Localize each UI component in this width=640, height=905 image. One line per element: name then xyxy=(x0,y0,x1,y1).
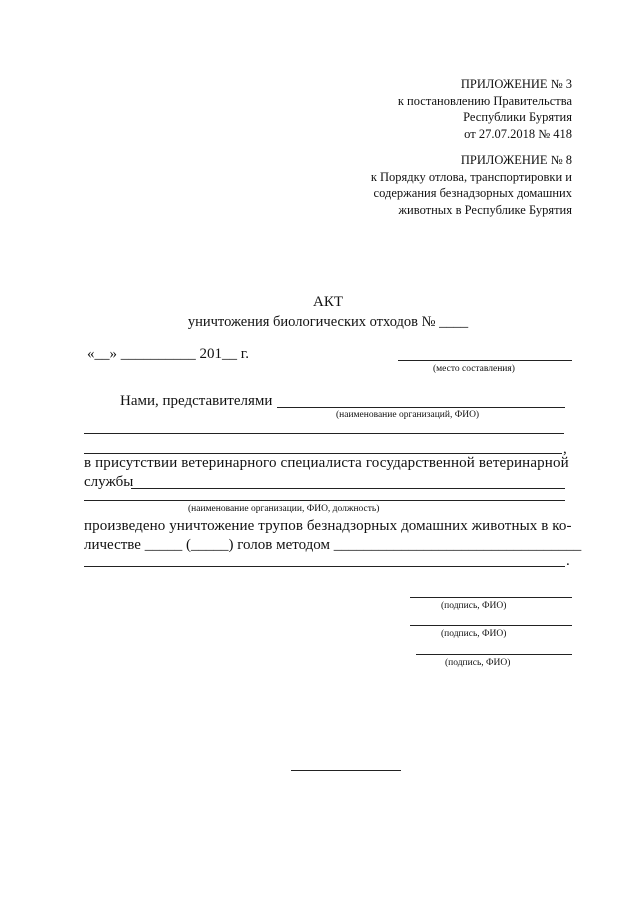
org-caption: (наименование организаций, ФИО) xyxy=(336,410,480,420)
appendix-8-title: ПРИЛОЖЕНИЕ № 8 xyxy=(460,153,572,167)
presence-line-2: службы xyxy=(84,474,134,490)
appendix-3-line-1: к постановлению Правительства xyxy=(397,93,572,108)
destroyed-blank-line xyxy=(84,566,565,567)
signature-line-3 xyxy=(416,654,572,655)
end-rule xyxy=(291,770,401,771)
comma: , xyxy=(563,441,567,457)
representatives-blank-line xyxy=(277,407,565,408)
appendix-8-line-3: животных в Республике Бурятия xyxy=(398,202,572,217)
blank-line-2 xyxy=(84,453,562,454)
appendix-3-title: ПРИЛОЖЕНИЕ № 3 xyxy=(460,77,572,91)
signature-caption-3: (подпись, ФИО) xyxy=(445,658,511,668)
place-caption: (место составления) xyxy=(433,364,515,374)
place-blank-line xyxy=(398,360,572,361)
blank-line-1 xyxy=(84,433,564,434)
act-subtitle: уничтожения биологических отходов № ____ xyxy=(187,314,469,330)
date-line: «__» __________ 201__ г. xyxy=(87,346,249,362)
act-title: АКТ xyxy=(313,294,343,310)
presence-line-1: в присутствии ветеринарного специалиста государственной ветеринарной xyxy=(84,455,569,471)
appendix-3-line-2: Республики Бурятия xyxy=(463,110,572,124)
presence-blank-line-2 xyxy=(84,500,565,501)
representatives-label: Нами, представителями xyxy=(120,393,273,409)
signature-caption-1: (подпись, ФИО) xyxy=(441,601,507,611)
destroyed-line-2: личестве _____ (_____) голов методом _________________________________ xyxy=(84,537,582,553)
signature-line-2 xyxy=(410,625,572,626)
destroyed-line-1: произведено уничтожение трупов безнадзорных домашних животных в ко- xyxy=(84,518,572,534)
presence-blank-line xyxy=(131,488,565,489)
appendix-8-line-1: к Порядку отлова, транспортировки и xyxy=(370,169,572,184)
appendix-8-line-2: содержания безнадзорных домашних xyxy=(373,186,572,200)
appendix-8-block xyxy=(371,152,572,218)
vet-caption: (наименование организации, ФИО, должность) xyxy=(188,504,380,514)
appendix-3-line-3: от 27.07.2018 № 418 xyxy=(464,126,572,141)
appendix-3-block xyxy=(398,76,572,142)
signature-caption-2: (подпись, ФИО) xyxy=(441,629,507,639)
period: . xyxy=(566,553,570,569)
signature-line-1 xyxy=(410,597,572,598)
